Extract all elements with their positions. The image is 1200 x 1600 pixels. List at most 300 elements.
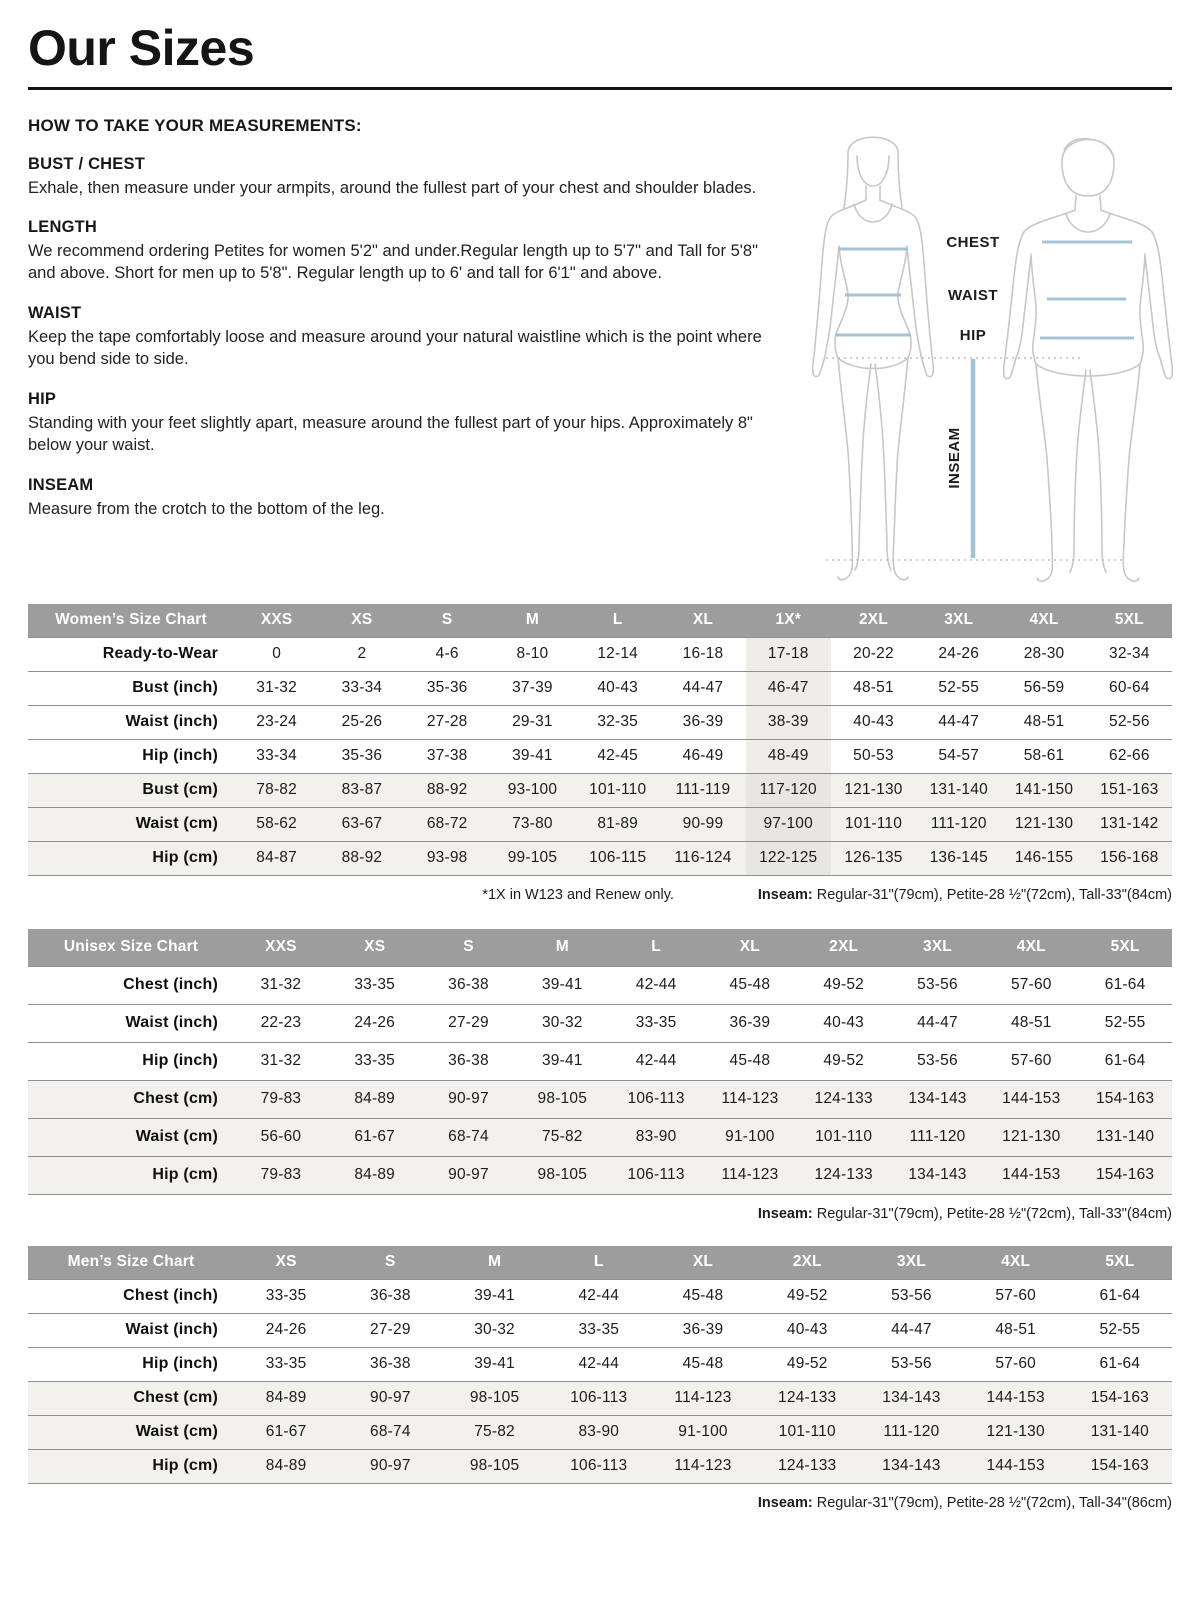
size-cell: 114-123 <box>651 1381 755 1415</box>
size-cell: 114-123 <box>703 1156 797 1194</box>
size-column-header: XS <box>234 1246 338 1280</box>
size-cell: 52-56 <box>1087 705 1172 739</box>
size-cell: 98-105 <box>515 1156 609 1194</box>
table-row <box>28 705 1172 739</box>
size-column-header: 3XL <box>859 1246 963 1280</box>
size-cell: 121-130 <box>984 1118 1078 1156</box>
size-cell: 68-74 <box>338 1415 442 1449</box>
size-cell: 144-153 <box>984 1080 1078 1118</box>
table-row <box>28 1004 1172 1042</box>
row-label: Waist (inch) <box>28 1004 234 1042</box>
size-cell: 78-82 <box>234 773 319 807</box>
size-cell: 73-80 <box>490 807 575 841</box>
table-title: Women’s Size Chart <box>28 604 234 638</box>
size-cell: 12-14 <box>575 637 660 671</box>
size-column-header: S <box>338 1246 442 1280</box>
size-cell: 106-115 <box>575 841 660 875</box>
size-cell: 134-143 <box>859 1449 963 1483</box>
size-cell: 91-100 <box>703 1118 797 1156</box>
table-row <box>28 1347 1172 1381</box>
size-cell: 68-74 <box>422 1118 516 1156</box>
section-heading: LENGTH <box>28 218 98 237</box>
size-cell: 36-38 <box>422 966 516 1004</box>
measurement-instructions <box>28 104 766 588</box>
row-label: Waist (cm) <box>28 807 234 841</box>
size-cell: 79-83 <box>234 1080 328 1118</box>
size-cell: 33-35 <box>234 1347 338 1381</box>
size-cell: 30-32 <box>442 1313 546 1347</box>
size-column-header: XS <box>328 929 422 967</box>
row-label: Chest (inch) <box>28 1279 234 1313</box>
size-cell: 16-18 <box>660 637 745 671</box>
size-cell: 144-153 <box>984 1156 1078 1194</box>
section-bust-chest <box>28 155 766 200</box>
size-cell: 33-35 <box>328 966 422 1004</box>
table-row <box>28 1118 1172 1156</box>
size-column-header: M <box>490 604 575 638</box>
size-cell: 116-124 <box>660 841 745 875</box>
size-cell: 46-47 <box>746 671 831 705</box>
size-cell: 75-82 <box>442 1415 546 1449</box>
size-column-header: 4XL <box>1001 604 1086 638</box>
size-cell: 156-168 <box>1087 841 1172 875</box>
size-cell: 144-153 <box>964 1449 1068 1483</box>
size-cell: 134-143 <box>859 1381 963 1415</box>
size-cell: 111-120 <box>859 1415 963 1449</box>
figure-hip-label: HIP <box>959 326 987 344</box>
table-header-row <box>28 929 1172 967</box>
section-body: Keep the tape comfortably loose and measure around your natural waistline which is the point where you bend side to side. <box>28 328 762 369</box>
size-cell: 154-163 <box>1068 1381 1172 1415</box>
size-cell: 98-105 <box>442 1381 546 1415</box>
row-label: Waist (cm) <box>28 1415 234 1449</box>
size-column-header: XL <box>651 1246 755 1280</box>
row-label: Waist (inch) <box>28 705 234 739</box>
table-row <box>28 1313 1172 1347</box>
how-to-heading: HOW TO TAKE YOUR MEASUREMENTS: <box>28 115 362 135</box>
row-label: Hip (inch) <box>28 1347 234 1381</box>
size-cell: 79-83 <box>234 1156 328 1194</box>
table-row <box>28 1279 1172 1313</box>
size-cell: 33-35 <box>234 1279 338 1313</box>
size-cell: 39-41 <box>515 966 609 1004</box>
inseam-footnote-label: Inseam: <box>757 886 813 903</box>
size-cell: 39-41 <box>515 1042 609 1080</box>
size-cell: 24-26 <box>328 1004 422 1042</box>
mens-inseam-footnote <box>758 1495 1172 1511</box>
size-cell: 20-22 <box>831 637 916 671</box>
size-cell: 84-89 <box>328 1080 422 1118</box>
size-cell: 53-56 <box>891 1042 985 1080</box>
size-cell: 121-130 <box>1001 807 1086 841</box>
size-cell: 62-66 <box>1087 739 1172 773</box>
size-cell: 48-49 <box>746 739 831 773</box>
man-figure-outline <box>1004 138 1173 580</box>
size-cell: 83-90 <box>547 1415 651 1449</box>
size-cell: 39-41 <box>490 739 575 773</box>
table-row <box>28 671 1172 705</box>
size-cell: 154-163 <box>1078 1156 1172 1194</box>
size-cell: 97-100 <box>746 807 831 841</box>
inseam-footnote-text: Regular-31"(79cm), Petite-28 ½"(72cm), Tall-33"(84cm) <box>812 1205 1172 1222</box>
size-cell: 32-35 <box>575 705 660 739</box>
size-cell: 35-36 <box>319 739 404 773</box>
size-cell: 90-97 <box>422 1156 516 1194</box>
table-title: Unisex Size Chart <box>28 929 234 967</box>
size-cell: 40-43 <box>575 671 660 705</box>
table-row <box>28 1415 1172 1449</box>
size-cell: 48-51 <box>964 1313 1068 1347</box>
size-column-header: 3XL <box>916 604 1001 638</box>
section-length <box>28 218 766 285</box>
size-cell: 75-82 <box>515 1118 609 1156</box>
size-cell: 48-51 <box>1001 705 1086 739</box>
size-cell: 151-163 <box>1087 773 1172 807</box>
size-cell: 114-123 <box>703 1080 797 1118</box>
size-cell: 50-53 <box>831 739 916 773</box>
size-cell: 23-24 <box>234 705 319 739</box>
size-column-header: XL <box>703 929 797 967</box>
size-cell: 117-120 <box>746 773 831 807</box>
size-cell: 88-92 <box>405 773 490 807</box>
row-label: Hip (cm) <box>28 1449 234 1483</box>
row-label: Hip (cm) <box>28 1156 234 1194</box>
size-cell: 90-97 <box>338 1381 442 1415</box>
table-header-row <box>28 604 1172 638</box>
section-waist <box>28 304 766 371</box>
size-cell: 90-97 <box>422 1080 516 1118</box>
size-cell: 131-142 <box>1087 807 1172 841</box>
size-column-header: 1X* <box>746 604 831 638</box>
size-cell: 37-38 <box>405 739 490 773</box>
size-cell: 134-143 <box>891 1156 985 1194</box>
table-row <box>28 1449 1172 1483</box>
size-cell: 33-35 <box>547 1313 651 1347</box>
size-cell: 45-48 <box>703 966 797 1004</box>
size-cell: 84-89 <box>234 1381 338 1415</box>
size-cell: 49-52 <box>755 1347 859 1381</box>
size-cell: 136-145 <box>916 841 1001 875</box>
size-cell: 98-105 <box>515 1080 609 1118</box>
size-cell: 31-32 <box>234 671 319 705</box>
size-cell: 144-153 <box>964 1381 1068 1415</box>
size-cell: 53-56 <box>891 966 985 1004</box>
table-row <box>28 966 1172 1004</box>
size-cell: 91-100 <box>651 1415 755 1449</box>
size-cell: 45-48 <box>651 1347 755 1381</box>
table-row <box>28 807 1172 841</box>
inseam-footnote-label: Inseam: <box>757 1205 813 1222</box>
section-body: Exhale, then measure under your armpits, around the fullest part of your chest and shoulder blades. <box>28 178 757 197</box>
size-cell: 36-39 <box>651 1313 755 1347</box>
size-cell: 124-133 <box>755 1449 859 1483</box>
size-cell: 93-100 <box>490 773 575 807</box>
size-cell: 88-92 <box>319 841 404 875</box>
size-cell: 61-64 <box>1068 1279 1172 1313</box>
mens-table-footnotes <box>28 1495 1172 1511</box>
size-cell: 154-163 <box>1078 1080 1172 1118</box>
table-row <box>28 1156 1172 1194</box>
size-cell: 84-87 <box>234 841 319 875</box>
row-label: Chest (inch) <box>28 966 234 1004</box>
size-cell: 121-130 <box>831 773 916 807</box>
size-cell: 61-64 <box>1078 966 1172 1004</box>
unisex-table-footnotes <box>28 1206 1172 1222</box>
size-cell: 58-62 <box>234 807 319 841</box>
section-hip <box>28 390 766 457</box>
size-cell: 83-90 <box>609 1118 703 1156</box>
inseam-footnote-label: Inseam: <box>757 1494 813 1511</box>
size-cell: 49-52 <box>755 1279 859 1313</box>
size-cell: 24-26 <box>916 637 1001 671</box>
size-cell: 124-133 <box>797 1156 891 1194</box>
size-cell: 39-41 <box>442 1347 546 1381</box>
size-column-header: L <box>547 1246 651 1280</box>
size-column-header: S <box>405 604 490 638</box>
size-cell: 56-59 <box>1001 671 1086 705</box>
size-cell: 101-110 <box>755 1415 859 1449</box>
size-cell: 146-155 <box>1001 841 1086 875</box>
womens-inseam-footnote <box>758 887 1172 903</box>
body-outline-figures <box>778 106 1184 588</box>
size-cell: 4-6 <box>405 637 490 671</box>
size-cell: 22-23 <box>234 1004 328 1042</box>
size-cell: 131-140 <box>916 773 1001 807</box>
size-cell: 124-133 <box>755 1381 859 1415</box>
womens-table-footnotes <box>28 887 1172 903</box>
row-label: Waist (inch) <box>28 1313 234 1347</box>
size-column-header: 3XL <box>891 929 985 967</box>
size-cell: 124-133 <box>797 1080 891 1118</box>
section-heading: BUST / CHEST <box>28 154 145 173</box>
size-cell: 106-113 <box>547 1381 651 1415</box>
size-cell: 134-143 <box>891 1080 985 1118</box>
size-cell: 63-67 <box>319 807 404 841</box>
size-cell: 52-55 <box>916 671 1001 705</box>
size-column-header: XL <box>660 604 745 638</box>
size-cell: 101-110 <box>797 1118 891 1156</box>
size-cell: 35-36 <box>405 671 490 705</box>
inseam-footnote-text: Regular-31"(79cm), Petite-28 ½"(72cm), Tall-34"(86cm) <box>812 1494 1172 1511</box>
measurements-and-figure-row <box>28 104 1172 588</box>
size-cell: 45-48 <box>703 1042 797 1080</box>
table-row <box>28 841 1172 875</box>
size-cell: 54-57 <box>916 739 1001 773</box>
size-cell: 61-64 <box>1078 1042 1172 1080</box>
size-column-header: 5XL <box>1087 604 1172 638</box>
size-cell: 40-43 <box>831 705 916 739</box>
size-cell: 56-60 <box>234 1118 328 1156</box>
size-column-header: 4XL <box>964 1246 1068 1280</box>
size-cell: 90-97 <box>338 1449 442 1483</box>
section-heading: INSEAM <box>28 476 94 495</box>
table-row <box>28 1080 1172 1118</box>
size-cell: 42-45 <box>575 739 660 773</box>
section-inseam <box>28 476 766 521</box>
table-title: Men’s Size Chart <box>28 1246 234 1280</box>
table-row <box>28 637 1172 671</box>
size-cell: 39-41 <box>442 1279 546 1313</box>
size-cell: 33-34 <box>319 671 404 705</box>
size-cell: 122-125 <box>746 841 831 875</box>
size-cell: 106-113 <box>609 1080 703 1118</box>
size-cell: 111-120 <box>916 807 1001 841</box>
figure-inseam-label: INSEAM <box>946 426 963 489</box>
size-column-header: XXS <box>234 929 328 967</box>
size-column-header: 5XL <box>1068 1246 1172 1280</box>
size-column-header: M <box>515 929 609 967</box>
size-cell: 27-29 <box>338 1313 442 1347</box>
size-cell: 36-38 <box>338 1279 442 1313</box>
size-cell: 68-72 <box>405 807 490 841</box>
size-cell: 33-35 <box>609 1004 703 1042</box>
size-cell: 36-39 <box>660 705 745 739</box>
size-cell: 154-163 <box>1068 1449 1172 1483</box>
section-body: Standing with your feet slightly apart, measure around the fullest part of your hips. Approximately 8" below your waist. <box>28 414 753 455</box>
size-cell: 38-39 <box>746 705 831 739</box>
size-cell: 106-113 <box>547 1449 651 1483</box>
figure-waist-label: WAIST <box>948 286 998 304</box>
size-cell: 42-44 <box>609 1042 703 1080</box>
size-column-header: 4XL <box>984 929 1078 967</box>
unisex-inseam-footnote <box>758 1206 1172 1222</box>
table-row <box>28 1381 1172 1415</box>
size-cell: 49-52 <box>797 966 891 1004</box>
size-cell: 27-29 <box>422 1004 516 1042</box>
size-cell: 44-47 <box>660 671 745 705</box>
size-cell: 2 <box>319 637 404 671</box>
size-cell: 101-110 <box>575 773 660 807</box>
size-cell: 0 <box>234 637 319 671</box>
size-cell: 24-26 <box>234 1313 338 1347</box>
table-row <box>28 773 1172 807</box>
figure-chest-label: CHEST <box>946 233 1000 251</box>
size-column-header: 2XL <box>755 1246 859 1280</box>
size-cell: 126-135 <box>831 841 916 875</box>
size-cell: 60-64 <box>1087 671 1172 705</box>
row-label: Chest (cm) <box>28 1080 234 1118</box>
size-cell: 31-32 <box>234 1042 328 1080</box>
size-cell: 37-39 <box>490 671 575 705</box>
size-cell: 98-105 <box>442 1449 546 1483</box>
size-cell: 57-60 <box>964 1279 1068 1313</box>
table-row <box>28 1042 1172 1080</box>
size-cell: 61-64 <box>1068 1347 1172 1381</box>
size-cell: 17-18 <box>746 637 831 671</box>
size-cell: 83-87 <box>319 773 404 807</box>
size-cell: 111-120 <box>891 1118 985 1156</box>
size-column-header: M <box>442 1246 546 1280</box>
size-cell: 61-67 <box>328 1118 422 1156</box>
row-label: Hip (cm) <box>28 841 234 875</box>
table-header-row <box>28 1246 1172 1280</box>
size-column-header: 2XL <box>831 604 916 638</box>
size-cell: 27-28 <box>405 705 490 739</box>
size-cell: 90-99 <box>660 807 745 841</box>
size-cell: 40-43 <box>755 1313 859 1347</box>
size-cell: 121-130 <box>964 1415 1068 1449</box>
size-cell: 111-119 <box>660 773 745 807</box>
row-label: Bust (inch) <box>28 671 234 705</box>
section-heading: WAIST <box>28 304 82 323</box>
size-cell: 81-89 <box>575 807 660 841</box>
womens-size-table <box>28 604 1172 876</box>
row-label: Hip (inch) <box>28 739 234 773</box>
size-cell: 49-52 <box>797 1042 891 1080</box>
size-cell: 28-30 <box>1001 637 1086 671</box>
size-cell: 84-89 <box>328 1156 422 1194</box>
size-cell: 48-51 <box>984 1004 1078 1042</box>
size-cell: 57-60 <box>964 1347 1068 1381</box>
size-cell: 84-89 <box>234 1449 338 1483</box>
size-cell: 93-98 <box>405 841 490 875</box>
size-cell: 36-39 <box>703 1004 797 1042</box>
size-cell: 52-55 <box>1068 1313 1172 1347</box>
inseam-footnote-text: Regular-31"(79cm), Petite-28 ½"(72cm), Tall-33"(84cm) <box>812 886 1172 903</box>
table-row <box>28 739 1172 773</box>
size-cell: 44-47 <box>891 1004 985 1042</box>
size-cell: 57-60 <box>984 966 1078 1004</box>
row-label: Bust (cm) <box>28 773 234 807</box>
size-cell: 33-35 <box>328 1042 422 1080</box>
size-cell: 25-26 <box>319 705 404 739</box>
row-label: Waist (cm) <box>28 1118 234 1156</box>
size-cell: 57-60 <box>984 1042 1078 1080</box>
size-cell: 45-48 <box>651 1279 755 1313</box>
size-cell: 44-47 <box>859 1313 963 1347</box>
section-heading: HIP <box>28 390 57 409</box>
title-divider <box>28 87 1172 90</box>
size-cell: 36-38 <box>422 1042 516 1080</box>
size-cell: 42-44 <box>547 1279 651 1313</box>
size-cell: 52-55 <box>1078 1004 1172 1042</box>
size-cell: 53-56 <box>859 1347 963 1381</box>
size-cell: 131-140 <box>1068 1415 1172 1449</box>
size-cell: 58-61 <box>1001 739 1086 773</box>
measurement-figure-illustration <box>778 104 1184 588</box>
size-cell: 29-31 <box>490 705 575 739</box>
size-cell: 33-34 <box>234 739 319 773</box>
page-title: Our Sizes <box>28 20 255 76</box>
size-cell: 30-32 <box>515 1004 609 1042</box>
size-cell: 53-56 <box>859 1279 963 1313</box>
size-cell: 46-49 <box>660 739 745 773</box>
size-cell: 101-110 <box>831 807 916 841</box>
size-column-header: 2XL <box>797 929 891 967</box>
size-cell: 99-105 <box>490 841 575 875</box>
size-column-header: L <box>575 604 660 638</box>
size-column-header: 5XL <box>1078 929 1172 967</box>
size-column-header: L <box>609 929 703 967</box>
size-cell: 61-67 <box>234 1415 338 1449</box>
size-cell: 48-51 <box>831 671 916 705</box>
size-cell: 40-43 <box>797 1004 891 1042</box>
mens-size-table <box>28 1246 1172 1484</box>
womens-1x-footnote: *1X in W123 and Renew only. <box>482 886 674 903</box>
size-column-header: XXS <box>234 604 319 638</box>
size-cell: 36-38 <box>338 1347 442 1381</box>
section-body: Measure from the crotch to the bottom of the leg. <box>28 500 385 519</box>
size-cell: 106-113 <box>609 1156 703 1194</box>
size-cell: 141-150 <box>1001 773 1086 807</box>
row-label: Chest (cm) <box>28 1381 234 1415</box>
unisex-size-table <box>28 929 1172 1195</box>
section-body: We recommend ordering Petites for women 5'2" and under.Regular length up to 5'7" and Tall for 5'8" and above. Short for men up to 5'8". Regular length up to 6' and tall for 6'1" and above. <box>28 242 758 283</box>
size-cell: 44-47 <box>916 705 1001 739</box>
row-label: Hip (inch) <box>28 1042 234 1080</box>
size-cell: 114-123 <box>651 1449 755 1483</box>
size-cell: 42-44 <box>609 966 703 1004</box>
